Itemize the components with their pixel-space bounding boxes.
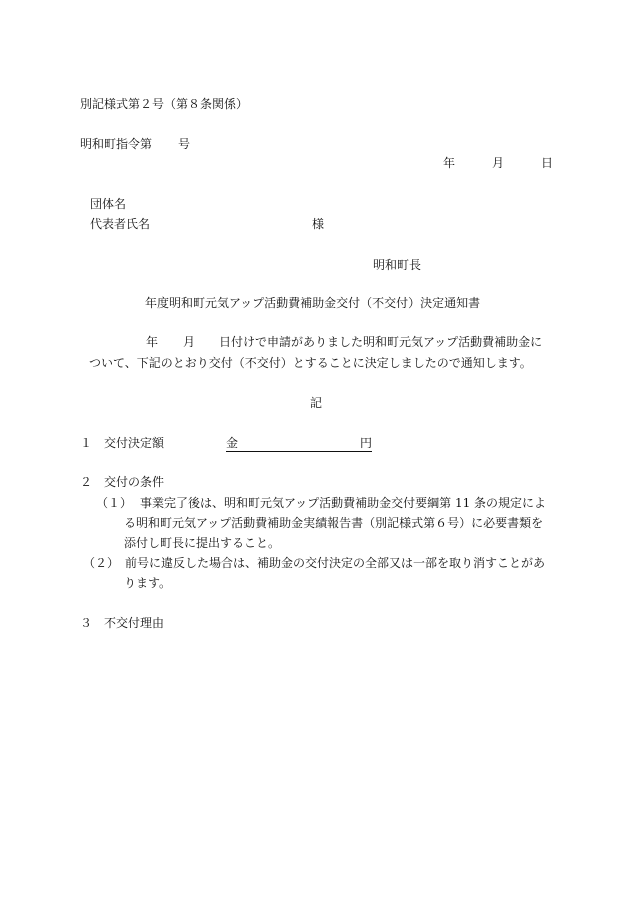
- section-2-number: ２: [80, 475, 93, 489]
- section-1-number: １: [80, 436, 93, 450]
- body-line-2: ついて、下記のとおり交付（不交付）とすることに決定しましたので通知します。: [89, 356, 532, 370]
- condition-1-line-3: 添付し町長に提出すること。: [124, 536, 281, 550]
- recipient-org-label: 団体名: [90, 197, 127, 211]
- section-3-label: 不交付理由: [104, 616, 165, 630]
- amount-field: [226, 435, 372, 452]
- reference-prefix: 明和町指令第: [80, 137, 153, 151]
- reference-suffix: 号: [178, 137, 191, 151]
- section-2-label: 交付の条件: [104, 475, 165, 489]
- condition-1-line-1: 事業完了後は、明和町元気アップ活動費補助金交付要綱第 11 条の規定によ: [140, 496, 547, 510]
- ki-heading: 記: [310, 396, 323, 410]
- section-1-label: 交付決定額: [104, 436, 165, 450]
- amount-suffix: 円: [359, 436, 372, 450]
- issue-date-year: 年: [443, 156, 456, 170]
- section-3-number: ３: [80, 616, 93, 630]
- condition-1-number: （１）: [96, 496, 133, 510]
- amount-prefix: 金: [226, 436, 239, 450]
- condition-2-number: （２）: [83, 556, 120, 570]
- condition-1-line-2: る明和町元気アップ活動費補助金実績報告書（別記様式第６号）に必要書類を: [124, 516, 544, 530]
- form-label: 別記様式第２号（第８条関係）: [80, 97, 249, 111]
- condition-2-line-2: ります。: [124, 576, 172, 590]
- body-month: 月: [183, 335, 196, 349]
- sender: 明和町長: [373, 258, 422, 272]
- issue-date-month: 月: [492, 156, 505, 170]
- body-year: 年: [146, 335, 159, 349]
- issue-date-day: 日: [541, 156, 554, 170]
- document-title: 年度明和町元気アップ活動費補助金交付（不交付）決定通知書: [145, 296, 481, 310]
- recipient-representative-label: 代表者氏名: [90, 217, 151, 231]
- condition-2-line-1: 前号に違反した場合は、補助金の交付決定の全部又は一部を取り消すことがあ: [125, 556, 546, 570]
- body-line-1: 日付けで申請がありました明和町元気アップ活動費補助金に: [219, 335, 543, 349]
- recipient-honorific: 様: [312, 217, 325, 231]
